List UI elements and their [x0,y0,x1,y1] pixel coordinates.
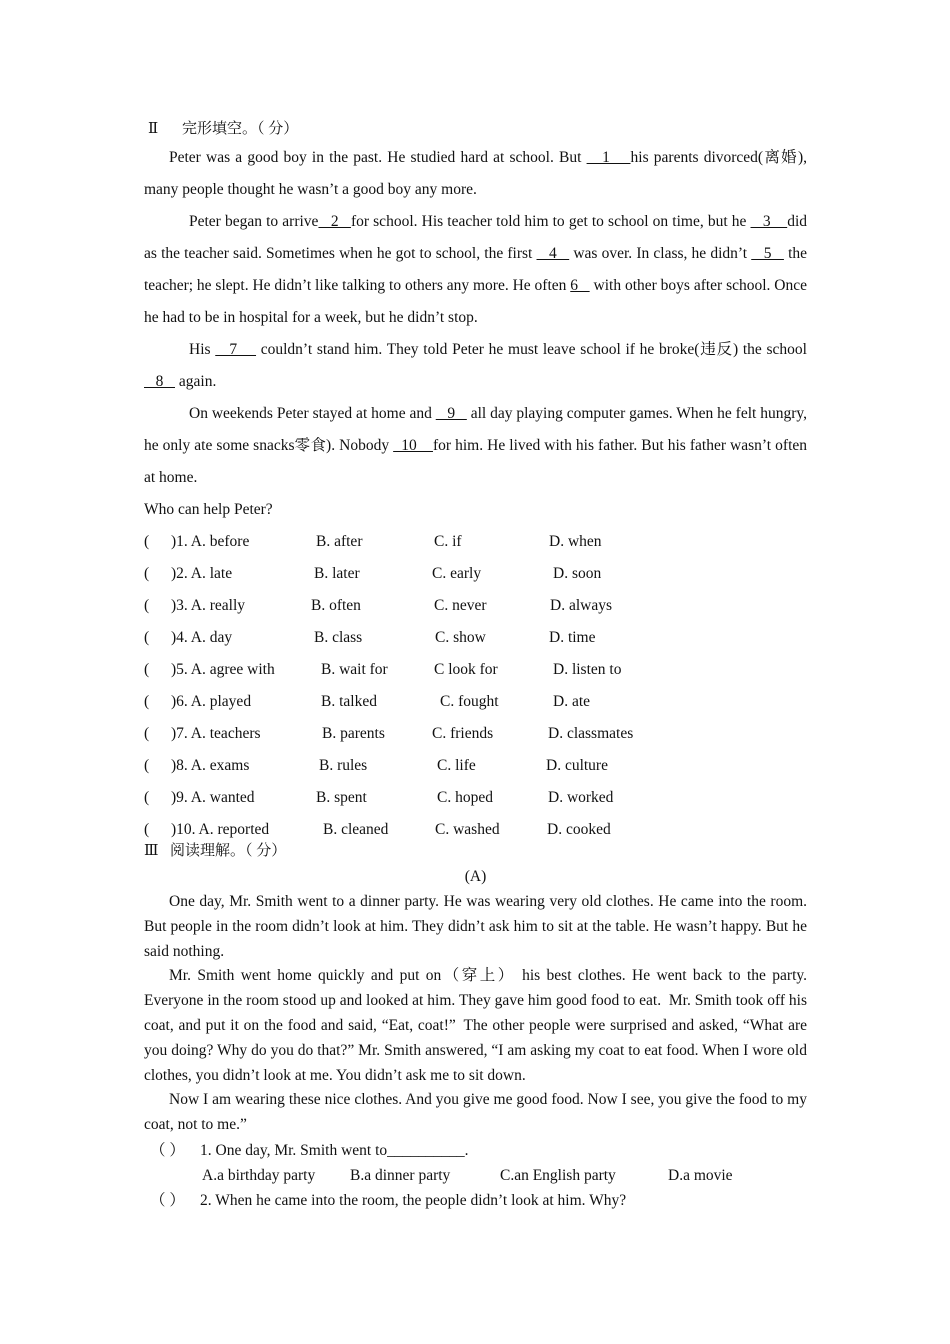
option-c: C. friends [432,725,494,742]
cloze-question-row [144,654,807,686]
blank-3: 3 [750,213,788,230]
option-a: )4. A. day [171,629,233,646]
blank-1: 1 [586,149,631,166]
blank-9: 9 [435,405,467,422]
cloze-question-row [144,814,807,846]
text: Peter was a good boy in the past. He studied hard at school. But [169,149,587,166]
option-b: B.a dinner party [350,1166,451,1184]
option-a: )10. A. reported [171,821,270,838]
text: His [189,341,216,358]
answer-paren: ( [144,725,150,742]
option-b: B. class [314,629,363,646]
option-a: )8. A. exams [171,757,250,774]
option-a: )6. A. played [171,693,252,710]
option-d: D. time [549,629,596,646]
text: did as the teacher said. Sometimes when he got to school, the first [144,213,807,262]
option-b: B. often [311,597,361,614]
option-b: B. rules [319,757,368,774]
option-b: B. cleaned [323,821,389,838]
cloze-question-row [144,782,807,814]
option-b: B. spent [316,789,367,806]
text: his parents divorced(离婚), many people thought he wasn’t a good boy any more. [144,149,808,198]
cloze-options-list [144,526,807,846]
text: with other boys after school. Once he had to be in hospital for a week, but he didn’t stop. [144,277,808,326]
option-d: D. classmates [548,725,634,742]
option-c: C. hoped [437,789,493,806]
option-c: C. never [434,597,487,614]
option-b: B. after [316,533,363,550]
option-a: )3. A. really [171,597,246,614]
blank-8: 8 [144,373,175,390]
answer-paren: ( [144,565,150,582]
option-a: A.a birthday party [202,1166,316,1184]
option-d: D. when [549,533,602,550]
section-2-numeral: Ⅱ [148,121,159,137]
option-a: )1. A. before [171,533,250,550]
worksheet-page [144,116,807,1213]
blank-5: 5 [751,245,784,262]
answer-paren: ( [144,661,150,678]
option-b: B. parents [322,725,385,742]
section-2-heading [144,116,807,142]
option-d: D. always [550,597,612,614]
answer-paren: （ ） [150,1191,185,1209]
option-d: D.a movie [668,1166,733,1184]
text: was over. In class, he didn’t [569,245,752,262]
reading-question-2 [144,1188,807,1213]
question-text: 2. When he came into the room, the people didn’t look at him. Why? [200,1191,627,1209]
option-b: B. talked [321,693,377,710]
option-c: C. early [432,565,482,582]
option-a: )7. A. teachers [171,725,261,742]
option-d: D. listen to [553,661,622,678]
blank-2: 2 [318,213,351,230]
cloze-paragraph-2 [144,206,807,334]
blank-7: 7 [215,341,257,358]
cloze-question-row [144,686,807,718]
reading-paragraph-1: One day, Mr. Smith went to a dinner party. He was wearing very old clothes. He came into the room. But people in the room didn’t look at him. They didn’t ask him to sit at the table. He wasn’t happy. But he said nothing. [144,893,807,960]
cloze-paragraph-1 [144,142,807,206]
option-c: C look for [434,661,498,678]
option-d: D. ate [553,693,591,710]
cloze-paragraph-3 [144,334,807,398]
answer-paren: ( [144,757,150,774]
answer-paren: ( [144,693,150,710]
text: for him. He lived with his father. But his father wasn’t often at home. [144,437,808,486]
answer-paren: （ ） [150,1141,185,1159]
answer-paren: ( [144,597,150,614]
option-c: C. life [437,757,476,774]
cloze-question-row [144,750,807,782]
section-2-title: 完形填空。（ 分） [182,121,299,137]
cloze-paragraph-4 [144,398,807,494]
section-3-title: 阅读理解。（ 分） [170,843,287,859]
option-c: C. fought [440,693,499,710]
option-c: C. show [435,629,486,646]
text: for school. His teacher told him to get to school on time, but he [350,213,751,230]
blank-10: 10 [393,437,433,454]
text: couldn’t stand him. They told Peter he must leave school if he broke(违反) the school [256,341,807,358]
closing-question: Who can help Peter? [144,501,273,518]
option-c: C. washed [435,821,500,838]
text: all day playing computer games. When he felt hungry, he only ate some snacks零食). Nobody [144,405,807,454]
cloze-question-row [144,718,807,750]
blank-6: 6 [570,277,590,294]
answer-paren: ( [144,629,150,646]
option-c: C.an English party [500,1166,616,1184]
option-a: )2. A. late [171,565,233,582]
option-d: D. culture [546,757,608,774]
option-a: )5. A. agree with [171,661,275,678]
question-text: 1. One day, Mr. Smith went to__________. [200,1141,469,1159]
blank-4: 4 [536,245,570,262]
option-d: D. worked [548,789,614,806]
cloze-question-row [144,558,807,590]
cloze-question-row [144,622,807,654]
reading-question-1-options [144,1163,807,1188]
text: again. [175,373,217,390]
reading-paragraph-2: Mr. Smith went home quickly and put on（穿上） his best clothes. He went back to the party. Everyone in the room stood up and looked at him. They gave him good food to eat. Mr. Smith took off his coat, and put it on the food and said, “Eat, coat!” The other people were surprised and asked, “What are you doing? Why do you do that?” Mr. Smith answered, “I am asking my coat to eat food. When I wore old clothes, you didn’t look at me. You didn’t ask me to sit down. [144,967,807,1084]
option-c: C. if [434,533,462,550]
text: Peter began to arrive [189,213,319,230]
cloze-question-row [144,526,807,558]
option-d: D. cooked [547,821,611,838]
text: the teacher; he slept. He didn’t like talking to others any more. He often [144,245,808,294]
answer-paren: ( [144,821,150,838]
answer-paren: ( [144,789,150,806]
section-3-numeral: Ⅲ [144,843,159,859]
option-b: B. wait for [321,661,388,678]
cloze-question-row [144,590,807,622]
text: On weekends Peter stayed at home and [189,405,436,422]
answer-paren: ( [144,533,150,550]
option-b: B. later [314,565,360,582]
reading-question-1 [144,1138,807,1163]
option-a: )9. A. wanted [171,789,255,806]
reading-paragraph-3: Now I am wearing these nice clothes. And you give me good food. Now I see, you give the food to my coat, not to me.” [144,1091,807,1134]
part-label: (A) [464,868,487,885]
option-d: D. soon [553,565,602,582]
